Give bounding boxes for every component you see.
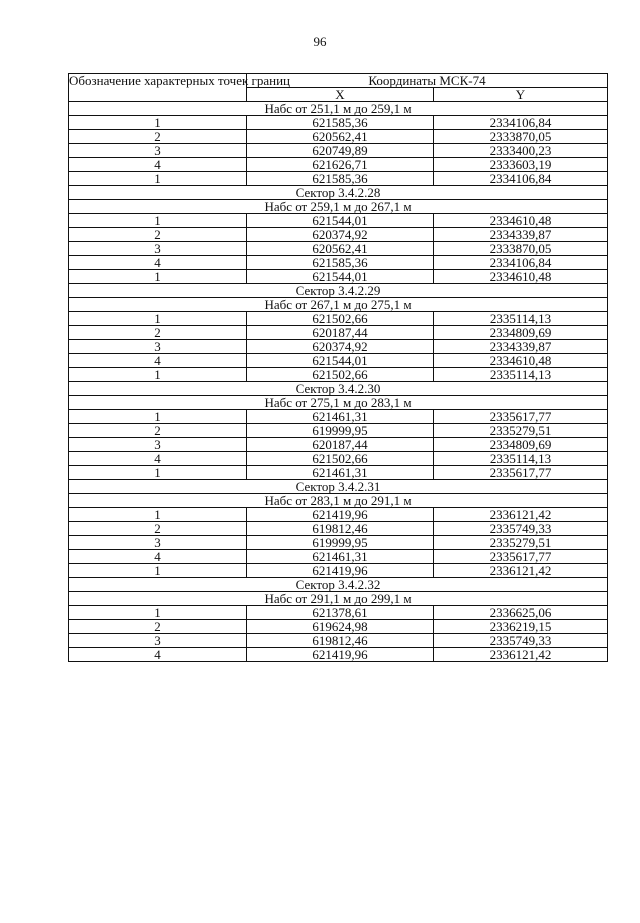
section-title: Набс от 267,1 м до 275,1 м	[69, 298, 608, 312]
point-number: 3	[69, 438, 247, 452]
y-coordinate: 2335114,13	[434, 312, 608, 326]
table-row	[69, 228, 608, 242]
point-number: 3	[69, 144, 247, 158]
point-number: 1	[69, 564, 247, 578]
section-title: Набс от 259,1 м до 267,1 м	[69, 200, 608, 214]
table-row	[69, 508, 608, 522]
table-row	[69, 172, 608, 186]
y-coordinate: 2333870,05	[434, 242, 608, 256]
y-coordinate: 2334610,48	[434, 354, 608, 368]
point-number: 1	[69, 312, 247, 326]
point-number: 1	[69, 368, 247, 382]
page-number: 96	[313, 34, 327, 49]
section-title: Сектор 3.4.2.31	[69, 480, 608, 494]
x-coordinate: 620187,44	[247, 438, 434, 452]
point-number: 4	[69, 256, 247, 270]
section-title: Набс от 291,1 м до 299,1 м	[69, 592, 608, 606]
section-row	[69, 284, 608, 298]
y-coordinate: 2334106,84	[434, 256, 608, 270]
point-number: 2	[69, 424, 247, 438]
table-row	[69, 130, 608, 144]
y-coordinate: 2336219,15	[434, 620, 608, 634]
x-coordinate: 621585,36	[247, 116, 434, 130]
x-coordinate: 620187,44	[247, 326, 434, 340]
y-coordinate: 2334610,48	[434, 270, 608, 284]
y-column-header: Y	[434, 88, 608, 102]
table-row	[69, 438, 608, 452]
table-row	[69, 144, 608, 158]
table-body	[69, 102, 608, 662]
y-coordinate: 2334809,69	[434, 326, 608, 340]
section-row	[69, 592, 608, 606]
section-row	[69, 200, 608, 214]
point-number: 2	[69, 326, 247, 340]
section-row	[69, 186, 608, 200]
y-coordinate: 2336121,42	[434, 564, 608, 578]
table-row	[69, 620, 608, 634]
table-row	[69, 354, 608, 368]
point-number: 1	[69, 508, 247, 522]
table-row	[69, 242, 608, 256]
x-coordinate: 619999,95	[247, 536, 434, 550]
y-coordinate: 2335617,77	[434, 466, 608, 480]
y-coordinate: 2334339,87	[434, 340, 608, 354]
table-row	[69, 326, 608, 340]
x-coordinate: 621419,96	[247, 648, 434, 662]
table-row	[69, 270, 608, 284]
x-coordinate: 619624,98	[247, 620, 434, 634]
x-coordinate: 621378,61	[247, 606, 434, 620]
x-column-header: X	[247, 88, 434, 102]
point-label-header: Обозначение характерных точек границ	[69, 74, 247, 102]
table-row	[69, 522, 608, 536]
x-coordinate: 621502,66	[247, 312, 434, 326]
section-title: Набс от 251,1 м до 259,1 м	[69, 102, 608, 116]
x-coordinate: 621419,96	[247, 564, 434, 578]
table-row	[69, 536, 608, 550]
section-row	[69, 382, 608, 396]
table-row	[69, 564, 608, 578]
y-coordinate: 2336121,42	[434, 648, 608, 662]
section-row	[69, 578, 608, 592]
section-title: Сектор 3.4.2.30	[69, 382, 608, 396]
point-number: 3	[69, 340, 247, 354]
table-row	[69, 634, 608, 648]
x-coordinate: 621544,01	[247, 270, 434, 284]
x-coordinate: 621544,01	[247, 354, 434, 368]
y-coordinate: 2335114,13	[434, 368, 608, 382]
x-coordinate: 620749,89	[247, 144, 434, 158]
y-coordinate: 2334339,87	[434, 228, 608, 242]
x-coordinate: 621585,36	[247, 256, 434, 270]
point-number: 4	[69, 158, 247, 172]
point-number: 1	[69, 214, 247, 228]
x-coordinate: 619999,95	[247, 424, 434, 438]
y-coordinate: 2334809,69	[434, 438, 608, 452]
point-number: 2	[69, 130, 247, 144]
point-number: 2	[69, 522, 247, 536]
y-coordinate: 2335279,51	[434, 536, 608, 550]
point-number: 4	[69, 550, 247, 564]
section-row	[69, 298, 608, 312]
point-number: 1	[69, 172, 247, 186]
point-number: 3	[69, 634, 247, 648]
y-coordinate: 2333603,19	[434, 158, 608, 172]
point-number: 1	[69, 606, 247, 620]
point-number: 3	[69, 536, 247, 550]
table-row	[69, 410, 608, 424]
x-coordinate: 621544,01	[247, 214, 434, 228]
x-coordinate: 621502,66	[247, 368, 434, 382]
y-coordinate: 2335279,51	[434, 424, 608, 438]
table-row	[69, 466, 608, 480]
y-coordinate: 2333870,05	[434, 130, 608, 144]
table-row	[69, 368, 608, 382]
table-row	[69, 424, 608, 438]
point-number: 1	[69, 410, 247, 424]
x-coordinate: 621585,36	[247, 172, 434, 186]
y-coordinate: 2334106,84	[434, 172, 608, 186]
table-row	[69, 158, 608, 172]
y-coordinate: 2335617,77	[434, 550, 608, 564]
point-number: 4	[69, 452, 247, 466]
y-coordinate: 2333400,23	[434, 144, 608, 158]
table-row	[69, 214, 608, 228]
x-coordinate: 620374,92	[247, 228, 434, 242]
coordinates-table	[68, 73, 608, 662]
section-title: Сектор 3.4.2.32	[69, 578, 608, 592]
y-coordinate: 2335749,33	[434, 522, 608, 536]
table-header	[69, 74, 608, 102]
point-number: 1	[69, 270, 247, 284]
table-row	[69, 256, 608, 270]
x-coordinate: 619812,46	[247, 522, 434, 536]
x-coordinate: 620562,41	[247, 242, 434, 256]
section-row	[69, 102, 608, 116]
section-row	[69, 480, 608, 494]
point-number: 1	[69, 466, 247, 480]
y-coordinate: 2334610,48	[434, 214, 608, 228]
x-coordinate: 620562,41	[247, 130, 434, 144]
point-number: 1	[69, 116, 247, 130]
section-title: Сектор 3.4.2.28	[69, 186, 608, 200]
table-row	[69, 340, 608, 354]
x-coordinate: 621626,71	[247, 158, 434, 172]
table-row	[69, 648, 608, 662]
x-coordinate: 621461,31	[247, 466, 434, 480]
y-coordinate: 2335617,77	[434, 410, 608, 424]
section-row	[69, 494, 608, 508]
x-coordinate: 621502,66	[247, 452, 434, 466]
table-row	[69, 452, 608, 466]
point-number: 3	[69, 242, 247, 256]
x-coordinate: 621461,31	[247, 550, 434, 564]
y-coordinate: 2335749,33	[434, 634, 608, 648]
x-coordinate: 621419,96	[247, 508, 434, 522]
x-coordinate: 620374,92	[247, 340, 434, 354]
coordinates-system-header: Координаты МСК-74	[247, 74, 608, 88]
point-number: 2	[69, 228, 247, 242]
point-number: 4	[69, 648, 247, 662]
x-coordinate: 621461,31	[247, 410, 434, 424]
table-row	[69, 550, 608, 564]
y-coordinate: 2335114,13	[434, 452, 608, 466]
section-title: Набс от 283,1 м до 291,1 м	[69, 494, 608, 508]
y-coordinate: 2336121,42	[434, 508, 608, 522]
point-number: 2	[69, 620, 247, 634]
table-row	[69, 312, 608, 326]
y-coordinate: 2336625,06	[434, 606, 608, 620]
y-coordinate: 2334106,84	[434, 116, 608, 130]
section-title: Набс от 275,1 м до 283,1 м	[69, 396, 608, 410]
table-row	[69, 116, 608, 130]
x-coordinate: 619812,46	[247, 634, 434, 648]
table-row	[69, 606, 608, 620]
section-row	[69, 396, 608, 410]
section-title: Сектор 3.4.2.29	[69, 284, 608, 298]
point-number: 4	[69, 354, 247, 368]
